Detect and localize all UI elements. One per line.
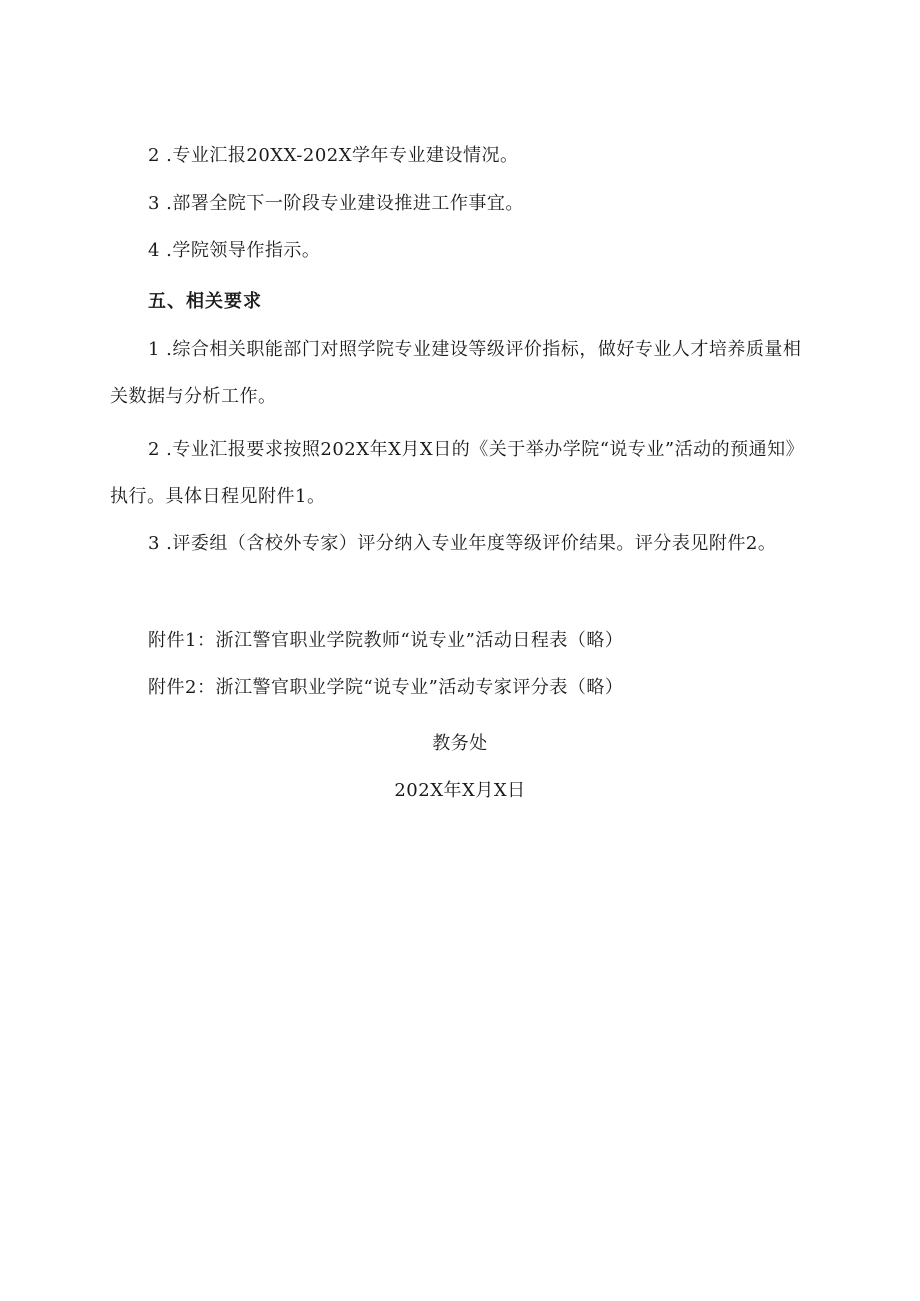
agenda-item-3: 3 .部署全院下一阶段专业建设推进工作事宜。 bbox=[148, 193, 524, 214]
signature-date: 202X年X月X日 bbox=[394, 780, 526, 801]
agenda-item-2: 2 .专业汇报20XX-202X学年专业建设情况。 bbox=[148, 145, 519, 166]
requirement-3: 3 .评委组（含校外专家）评分纳入专业年度等级评价结果。评分表见附件2。 bbox=[148, 533, 777, 554]
section-heading: 五、相关要求 bbox=[148, 291, 262, 312]
requirement-2: 2 .专业汇报要求按照202X年X月X日的《关于举办学院“说专业”活动的预通知》执行。具体日程见附件1。 bbox=[110, 439, 805, 507]
attachment-1: 附件1：浙江警官职业学院教师“说专业”活动日程表（略） bbox=[148, 630, 624, 651]
requirement-1: 1 .综合相关职能部门对照学院专业建设等级评价指标，做好专业人才培养质量相关数据与分析工作。 bbox=[110, 339, 802, 407]
agenda-item-4: 4 .学院领导作指示。 bbox=[148, 240, 321, 261]
attachment-2: 附件2：浙江警官职业学院“说专业”活动专家评分表（略） bbox=[148, 677, 624, 698]
signature-department: 教务处 bbox=[432, 733, 488, 754]
